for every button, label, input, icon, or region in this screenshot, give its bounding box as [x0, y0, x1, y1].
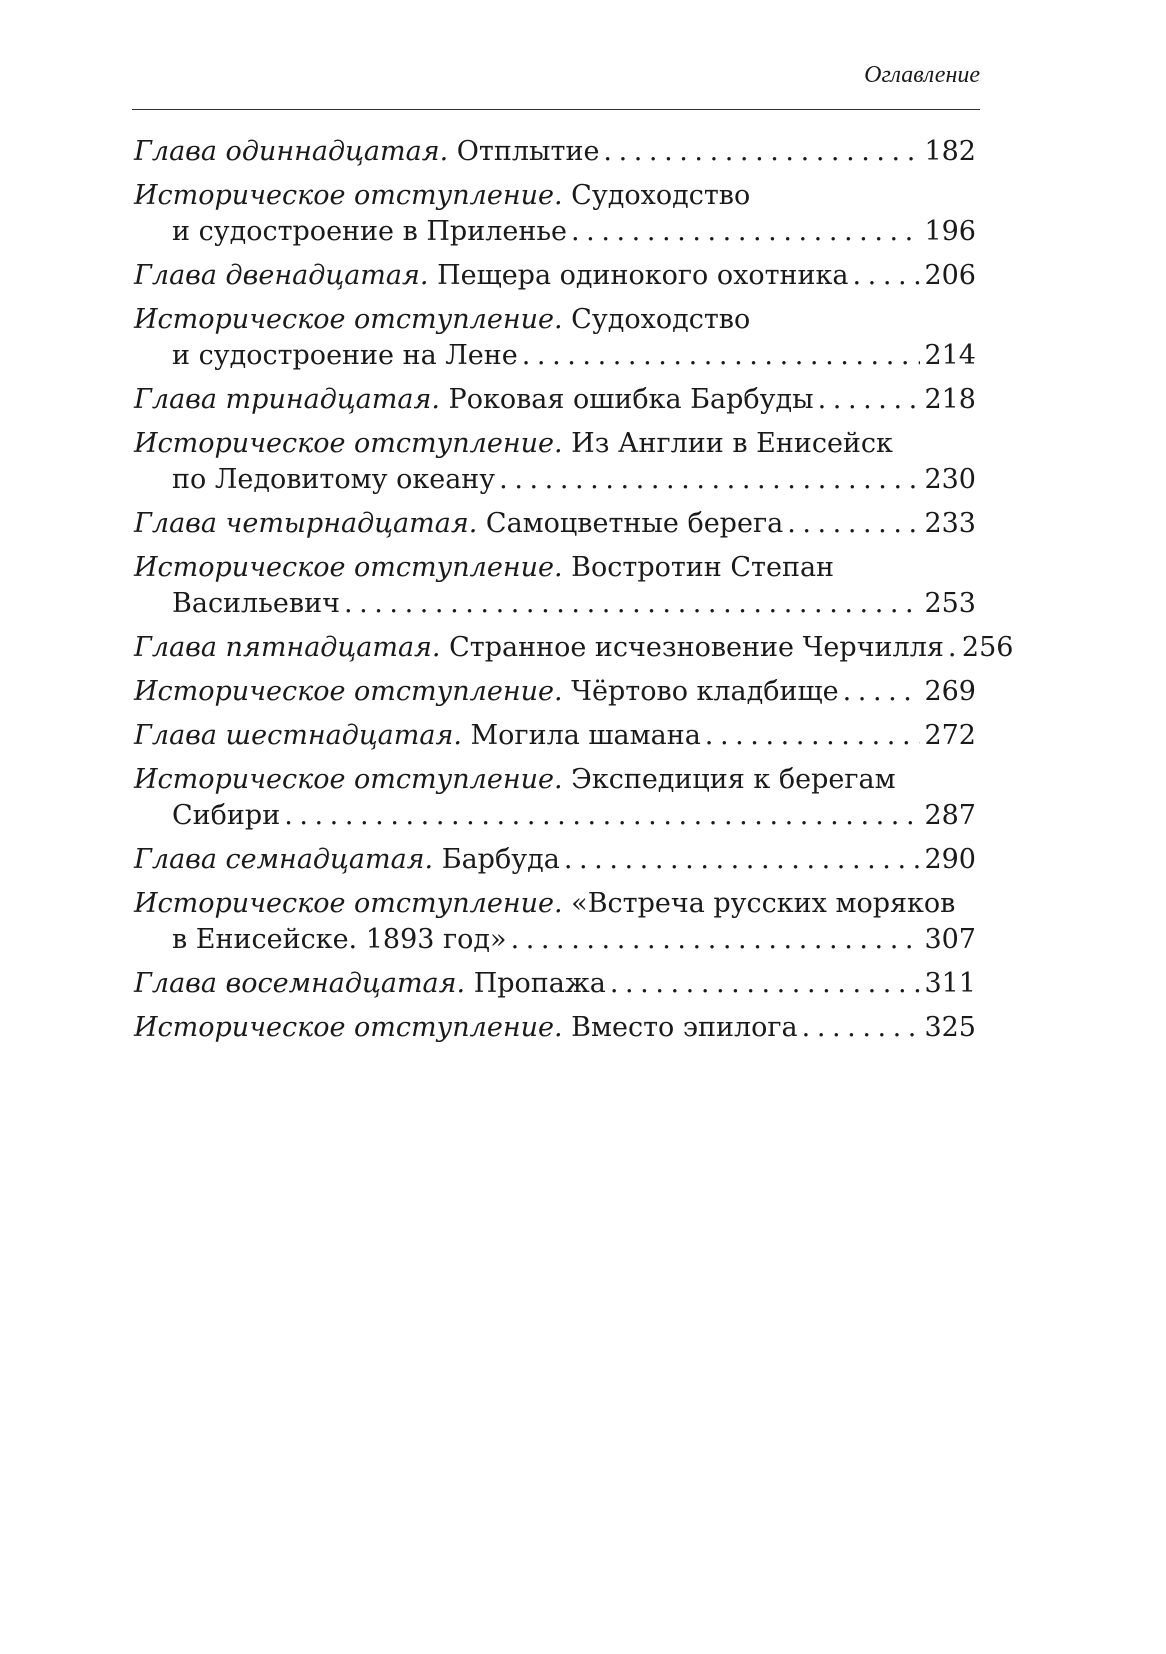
toc-page-number: 272	[924, 720, 976, 751]
toc-entry-kind: Историческое отступление.	[134, 1012, 563, 1043]
toc-entry-line	[134, 922, 976, 958]
dot-leader	[499, 462, 920, 498]
toc-page-number: 233	[924, 508, 976, 539]
toc-entry[interactable]	[134, 382, 976, 418]
toc-entry-title: Вместо эпилога	[571, 1012, 798, 1043]
toc-entry-title: Пропажа	[473, 968, 606, 999]
toc-entry[interactable]	[134, 506, 976, 542]
toc-entry-line	[134, 506, 976, 542]
toc-entry-line	[134, 718, 976, 754]
toc-page-number: 230	[924, 464, 976, 495]
toc-entry-title: Самоцветные берега	[485, 508, 784, 539]
toc-entry-title-continued: по Ледовитому океану	[172, 464, 496, 495]
dot-leader	[802, 1010, 921, 1046]
toc-entry-line	[134, 550, 976, 586]
toc-entry-title: Судоходство	[571, 304, 751, 335]
toc-entry[interactable]	[134, 886, 976, 958]
toc-entry-line	[134, 762, 976, 798]
toc-entry-line	[134, 798, 976, 834]
toc-entry-kind: Историческое отступление.	[134, 676, 563, 707]
toc-entry-line	[134, 966, 976, 1002]
dot-leader	[571, 214, 920, 250]
toc-entry-kind: Историческое отступление.	[134, 180, 563, 211]
dot-leader	[948, 630, 958, 666]
header-rule	[132, 109, 980, 110]
toc-entry[interactable]	[134, 178, 976, 250]
toc-entry-kind: Глава тринадцатая.	[134, 384, 440, 415]
toc-entry[interactable]	[134, 842, 976, 878]
dot-leader	[610, 966, 921, 1002]
toc-entry-line	[134, 302, 976, 338]
toc-entry-kind: Глава одиннадцатая.	[134, 136, 449, 167]
toc-entry-line	[134, 338, 976, 374]
toc-page-number: 182	[924, 136, 976, 167]
toc-entry-line	[134, 258, 976, 294]
toc-entry[interactable]	[134, 426, 976, 498]
toc-page-number: 325	[924, 1012, 976, 1043]
toc-entry-line	[134, 842, 976, 878]
toc-entry-kind: Историческое отступление.	[134, 552, 563, 583]
toc-entry-line	[134, 214, 976, 250]
toc-entry-title-continued: и судостроение в Приленье	[172, 216, 568, 247]
toc-entry-title: Чёртово кладбище	[571, 676, 839, 707]
toc-page-number: 311	[924, 968, 976, 999]
toc-page-number: 256	[961, 632, 1014, 663]
toc-entry-title: Экспедиция к берегам	[571, 764, 896, 795]
toc-page-number: 218	[924, 384, 976, 415]
toc-entry-line	[134, 586, 976, 622]
toc-entry[interactable]	[134, 134, 976, 170]
toc-entry-title: Вострoтин Степан	[571, 552, 835, 583]
toc-entry-title-continued: в Енисейске. 1893 год»	[172, 924, 507, 955]
toc-entry-title: Барбуда	[441, 844, 560, 875]
toc-page-number: 206	[924, 260, 976, 291]
toc-entry-title-continued: и судостроение на Лене	[172, 340, 518, 371]
toc-entry-kind: Глава семнадцатая.	[134, 844, 434, 875]
toc-page-number: 307	[924, 924, 976, 955]
toc-entry[interactable]	[134, 258, 976, 294]
toc-entry-title: Пещера одинокого охотника	[437, 260, 849, 291]
toc-entry[interactable]	[134, 1010, 976, 1046]
dot-leader	[603, 134, 920, 170]
dot-leader	[853, 258, 921, 294]
toc-entry-title: Странное исчезновение Черчилля	[449, 632, 944, 663]
dot-leader	[344, 586, 921, 622]
toc-entry-title: Судоходство	[571, 180, 751, 211]
dot-leader	[522, 338, 921, 374]
toc-entry[interactable]	[134, 966, 976, 1002]
toc-page-number: 290	[924, 844, 976, 875]
dot-leader	[787, 506, 920, 542]
toc-entry-line	[134, 462, 976, 498]
toc-entry[interactable]	[134, 630, 1014, 666]
toc-entry-kind: Глава восемнадцатая.	[134, 968, 466, 999]
dot-leader	[564, 842, 921, 878]
toc-entry-line	[134, 426, 976, 462]
toc-entry-line	[134, 630, 1014, 666]
dot-leader	[705, 718, 921, 754]
toc-entry-title: Роковая ошибка Барбуды	[448, 384, 814, 415]
dot-leader	[818, 382, 921, 418]
toc-entry-line	[134, 1010, 976, 1046]
toc-entry-line	[134, 178, 976, 214]
toc-entry-kind: Историческое отступление.	[134, 888, 563, 919]
dot-leader	[511, 922, 921, 958]
toc-entry-line	[134, 886, 976, 922]
toc-entry-kind: Историческое отступление.	[134, 304, 563, 335]
toc-entry-line	[134, 134, 976, 170]
toc-entry-title: Отплытие	[456, 136, 600, 167]
toc-entry[interactable]	[134, 674, 976, 710]
toc-entry-kind: Историческое отступление.	[134, 764, 563, 795]
toc-entry[interactable]	[134, 550, 976, 622]
toc-page-number: 287	[924, 800, 976, 831]
toc-entry-title-continued: Сибири	[172, 800, 281, 831]
toc-page-number: 214	[924, 340, 976, 371]
toc-page-number: 269	[924, 676, 976, 707]
table-of-contents	[134, 134, 1014, 1054]
toc-entry-kind: Глава четырнадцатая.	[134, 508, 478, 539]
toc-page-number: 196	[924, 216, 976, 247]
toc-entry-title: Из Англии в Енисейск	[571, 428, 893, 459]
toc-entry-kind: Глава шестнадцатая.	[134, 720, 462, 751]
toc-entry-kind: Историческое отступление.	[134, 428, 563, 459]
toc-entry[interactable]	[134, 762, 976, 834]
toc-entry[interactable]	[134, 718, 976, 754]
dot-leader	[843, 674, 921, 710]
dot-leader	[284, 798, 920, 834]
toc-entry-title: Могила шамана	[470, 720, 701, 751]
toc-page-number: 253	[924, 588, 976, 619]
toc-entry-kind: Глава пятнадцатая.	[134, 632, 441, 663]
toc-entry-title-continued: Васильевич	[172, 588, 340, 619]
running-head: Оглавление	[864, 62, 980, 88]
toc-entry-title: «Встреча русских моряков	[571, 888, 956, 919]
toc-entry-line	[134, 674, 976, 710]
toc-entry-kind: Глава двенадцатая.	[134, 260, 429, 291]
toc-entry-line	[134, 382, 976, 418]
toc-entry[interactable]	[134, 302, 976, 374]
